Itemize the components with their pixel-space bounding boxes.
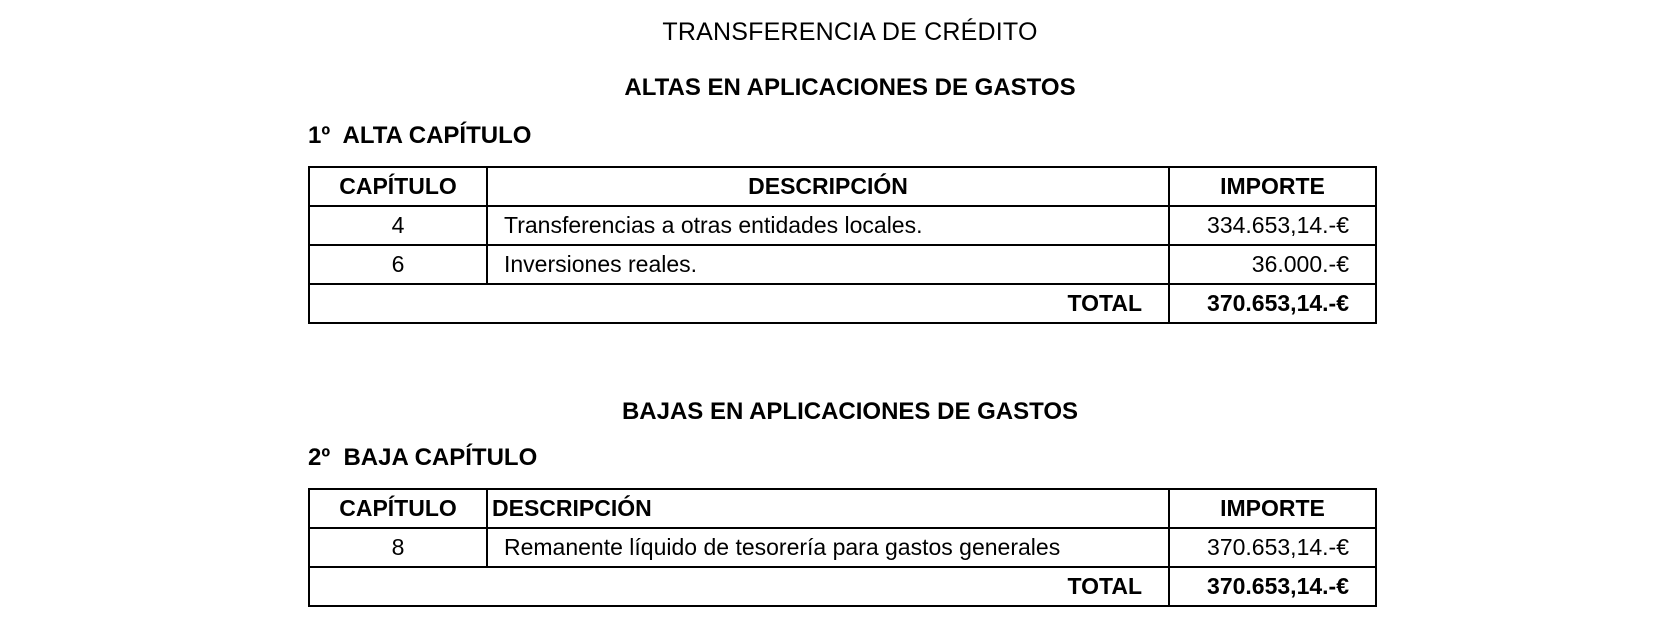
- altas-row-descripcion: Inversiones reales.: [487, 245, 1169, 284]
- bajas-total-value: 370.653,14.-€: [1169, 567, 1376, 606]
- bajas-total-row: [309, 567, 1376, 606]
- table-row: [309, 245, 1376, 284]
- altas-total-label: TOTAL: [309, 284, 1169, 323]
- altas-row-descripcion: Transferencias a otras entidades locales.: [487, 206, 1169, 245]
- table-row: [309, 528, 1376, 567]
- bajas-heading: BAJAS EN APLICACIONES DE GASTOS: [621, 398, 1079, 425]
- altas-total-value: 370.653,14.-€: [1169, 284, 1376, 323]
- bajas-row-capitulo: 8: [309, 528, 487, 567]
- altas-col-capitulo: CAPÍTULO: [309, 167, 487, 206]
- altas-row-capitulo: 6: [309, 245, 487, 284]
- bajas-total-label: TOTAL: [309, 567, 1169, 606]
- altas-col-importe: IMPORTE: [1169, 167, 1376, 206]
- table-row: [309, 206, 1376, 245]
- altas-total-row: [309, 284, 1376, 323]
- altas-header-row: [309, 167, 1376, 206]
- bajas-col-capitulo: CAPÍTULO: [309, 489, 487, 528]
- bajas-row-importe: 370.653,14.-€: [1169, 528, 1376, 567]
- altas-subheading: 1º ALTA CAPÍTULO: [308, 122, 532, 149]
- bajas-col-importe: IMPORTE: [1169, 489, 1376, 528]
- altas-heading: ALTAS EN APLICACIONES DE GASTOS: [624, 74, 1076, 101]
- bajas-header-row: [309, 489, 1376, 528]
- altas-row-importe: 334.653,14.-€: [1169, 206, 1376, 245]
- altas-col-descripcion: DESCRIPCIÓN: [487, 167, 1169, 206]
- altas-table: [308, 166, 1377, 324]
- document-title: TRANSFERENCIA DE CRÉDITO: [662, 18, 1038, 46]
- altas-row-capitulo: 4: [309, 206, 487, 245]
- bajas-subheading: 2º BAJA CAPÍTULO: [308, 444, 538, 471]
- bajas-row-descripcion: Remanente líquido de tesorería para gastos generales: [487, 528, 1169, 567]
- bajas-col-descripcion: DESCRIPCIÓN: [487, 489, 1169, 528]
- altas-row-importe: 36.000.-€: [1169, 245, 1376, 284]
- bajas-table: [308, 488, 1377, 607]
